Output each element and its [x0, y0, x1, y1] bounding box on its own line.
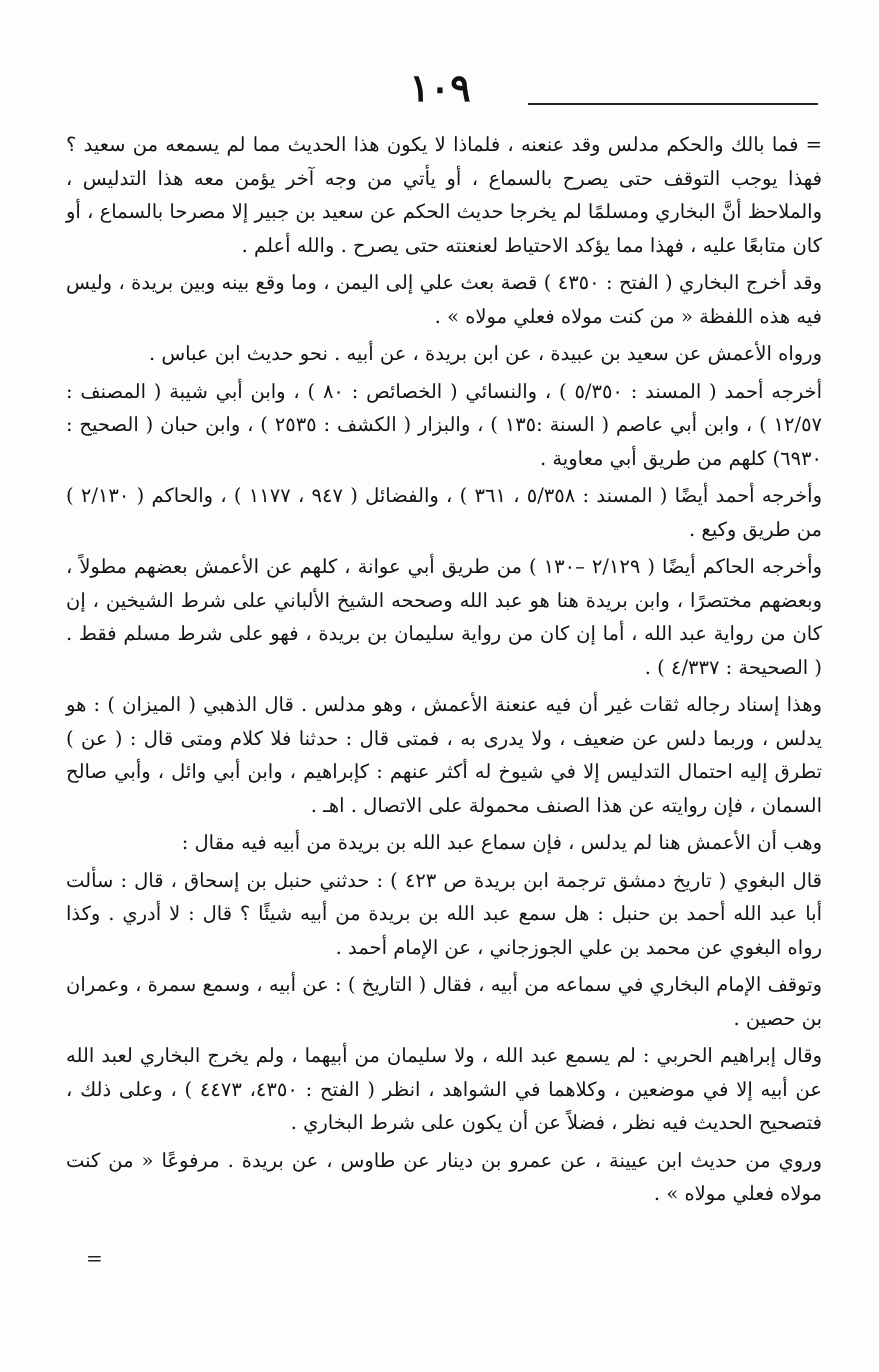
paragraph-11: وقال إبراهيم الحربي : لم يسمع عبد الله ، ولا سليمان من أبيهما ، ولم يخرج البخاري لعبد الله عن أبيه إلا في موضعين ، وكلاهما في الشواهد ، انظر ( الفتح : ٤٣٥٠، ٤٤٧٣ ) ، وعلى ذلك ، فتصحيح الحديث فيه نظر ، فضلاً عن أن يكون على شرط البخاري .: [66, 1044, 822, 1134]
continuation-mark: =: [86, 1246, 103, 1270]
paragraph-9: قال البغوي ( تاريخ دمشق ترجمة ابن بريدة ص ٤٢٣ ) : حدثني حنبل بن إسحاق ، قال : سألت أبا عبد الله أحمد بن حنبل : هل سمع عبد الله بن بريدة من أبيه شيئًا ؟ قال : لا أدري . وكذا رواه البغوي عن محمد بن علي الجوزجاني ، عن الإمام أحمد .: [66, 868, 822, 959]
page-number: ١٠٩: [409, 65, 471, 110]
paragraph-1: = فما بالك والحكم مدلس وقد عنعنه ، فلماذا لا يكون هذا الحديث مما لم يسمعه من سعيد ؟ فهذا يوجب التوقف حتى يصرح بالسماع ، أو يأتي من وجه آخر يؤمن معه هذا التدليس ، والملاحظ أنَّ البخاري ومسلمًا لم يخرجا حديث الحكم عن سعيد بن جبير إلا مصرحا بالسماع ، أو كان متابعًا عليه ، فهذا مما يؤكد الاحتياط لعنعنته حتى يصرح . والله أعلم .: [66, 133, 822, 257]
paragraph-2: وقد أخرج البخاري ( الفتح : ٤٣٥٠ ) قصة بعث علي إلى اليمن ، وما وقع بينه وبين بريدة ، وليس فيه هذه اللفظة « من كنت مولاه فعلي مولاه » .: [66, 271, 822, 328]
body-text: [66, 128, 822, 1215]
paragraph-7: وهذا إسناد رجاله ثقات غير أن فيه عنعنة الأعمش ، وهو مدلس . قال الذهبي ( الميزان ) : هو يدلس ، وربما دلس عن ضعيف ، ولا يدرى به ، فمتى قال : حدثنا فلا كلام ومتى قال : ( عن ) تطرق إليه احتمال التدليس إلا في شيوخ له أكثر عنهم : كإبراهيم ، وابن أبي وائل ، وأبي صالح السمان ، فإن روايته عن هذا الصنف محمولة على الاتصال . اهـ .: [66, 693, 822, 817]
paragraph-5: وأخرجه أحمد أيضًا ( المسند : ٥/٣٥٨ ، ٣٦١ ) ، والفضائل ( ٩٤٧ ، ١١٧٧ ) ، والحاكم ( ٢/١٣٠ ) من طريق وكيع .: [66, 484, 823, 541]
paragraph-10: وتوقف الإمام البخاري في سماعه من أبيه ، فقال ( التاريخ ) : عن أبيه ، وسمع سمرة ، وعمران بن حصين .: [66, 973, 822, 1030]
paragraph-6: وأخرجه الحاكم أيضًا ( ٢/١٢٩ –١٣٠ ) من طريق أبي عوانة ، كلهم عن الأعمش بعضهم مطولاً ، وبعضهم مختصرًا ، وابن بريدة هنا هو عبد الله وصححه الشيخ الألباني على شرط الشيخين ، إن كان من رواية عبد الله ، أما إن كان من رواية سليمان بن بريدة ، فهو على شرط مسلم فقط . ( الصحيحة : ٤/٣٣٧ ) .: [66, 555, 823, 679]
paragraph-4: أخرجه أحمد ( المسند : ٥/٣٥٠ ) ، والنسائي ( الخصائص : ٨٠ ) ، وابن أبي شيبة ( المصنف : ١٢/٥٧ ) ، وابن أبي عاصم ( السنة :١٣٥ ) ، والبزار ( الكشف : ٢٥٣٥ ) ، وابن حبان ( الصحيح : ٦٩٣٠) كلهم من طريق أبي معاوية .: [66, 379, 823, 470]
header-rule: [528, 103, 818, 105]
paragraph-3: ورواه الأعمش عن سعيد بن عبيدة ، عن ابن بريدة ، عن أبيه . نحو حديث ابن عباس .: [148, 342, 822, 365]
paragraph-8: وهب أن الأعمش هنا لم يدلس ، فإن سماع عبد الله بن بريدة من أبيه فيه مقال :: [181, 831, 822, 854]
paragraph-12: وروي من حديث ابن عيينة ، عن عمرو بن دينار عن طاوس ، عن بريدة . مرفوعًا « من كنت مولاه فعلي مولاه » .: [66, 1148, 822, 1205]
